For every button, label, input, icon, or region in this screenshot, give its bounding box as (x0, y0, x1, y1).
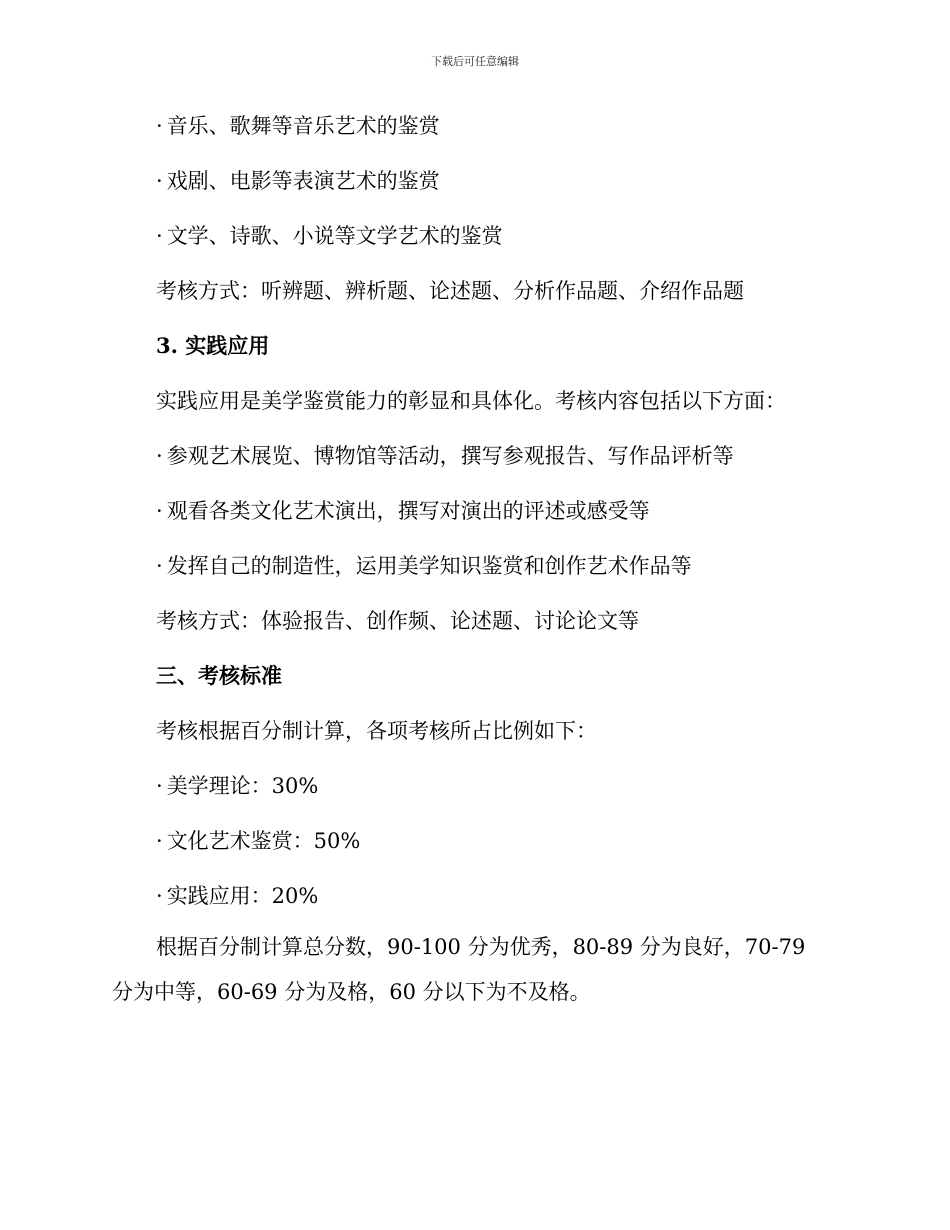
bullet-marker: · (156, 884, 163, 908)
bullet-marker: · (156, 554, 163, 578)
bullet-marker: · (156, 114, 163, 138)
bullet-item-drama (156, 167, 440, 195)
assessment-method-practice: 考核方式：体验报告、创作频、论述题、讨论论文等 (156, 609, 639, 633)
bullet-marker: · (156, 444, 163, 468)
bullet-item-practice-weight (156, 882, 318, 910)
bullet-text: 戏剧、电影等表演艺术的鉴赏 (166, 169, 440, 193)
bullet-item-exhibition (156, 442, 734, 470)
bullet-text: 参观艺术展览、博物馆等活动，撰写参观报告、写作品评析等 (166, 444, 734, 468)
standards-intro: 考核根据百分制计算，各项考核所占比例如下： (156, 719, 597, 743)
bullet-text: 音乐、歌舞等音乐艺术的鉴赏 (166, 114, 440, 138)
practice-intro: 实践应用是美学鉴赏能力的彰显和具体化。考核内容包括以下方面： (156, 389, 786, 413)
bullet-text: 实践应用：20% (166, 884, 319, 908)
bullet-item-performance (156, 497, 650, 525)
assessment-method-art: 考核方式：听辨题、辨析题、论述题、分析作品题、介绍作品题 (156, 279, 744, 303)
section-heading-practice: 3. 实践应用 (156, 333, 270, 358)
bullet-marker: · (156, 829, 163, 853)
bullet-item-creativity (156, 552, 692, 580)
bullet-marker: · (156, 499, 163, 523)
bullet-marker: · (156, 774, 163, 798)
bullet-item-literature (156, 222, 503, 250)
bullet-item-theory-weight (156, 772, 318, 800)
bullet-marker: · (156, 169, 163, 193)
bullet-item-appreciation-weight (156, 827, 360, 855)
bullet-text: 文学、诗歌、小说等文学艺术的鉴赏 (166, 224, 503, 248)
section-heading-standards: 三、考核标准 (156, 663, 282, 688)
page-header: 下载后可任意编辑 (431, 55, 519, 68)
grading-paragraph: 根据百分制计算总分数，90-100 分为优秀，80-89 分为良好，70-79 分为中等，60-69 分为及格，60 分以下为不及格。 (112, 935, 806, 1004)
bullet-text: 文化艺术鉴赏：50% (166, 829, 361, 853)
bullet-marker: · (156, 224, 163, 248)
bullet-text: 观看各类文化艺术演出，撰写对演出的评述或感受等 (166, 499, 650, 523)
bullet-text: 美学理论：30% (166, 774, 319, 798)
bullet-item-music (156, 112, 440, 140)
bullet-text: 发挥自己的制造性，运用美学知识鉴赏和创作艺术作品等 (166, 554, 692, 578)
